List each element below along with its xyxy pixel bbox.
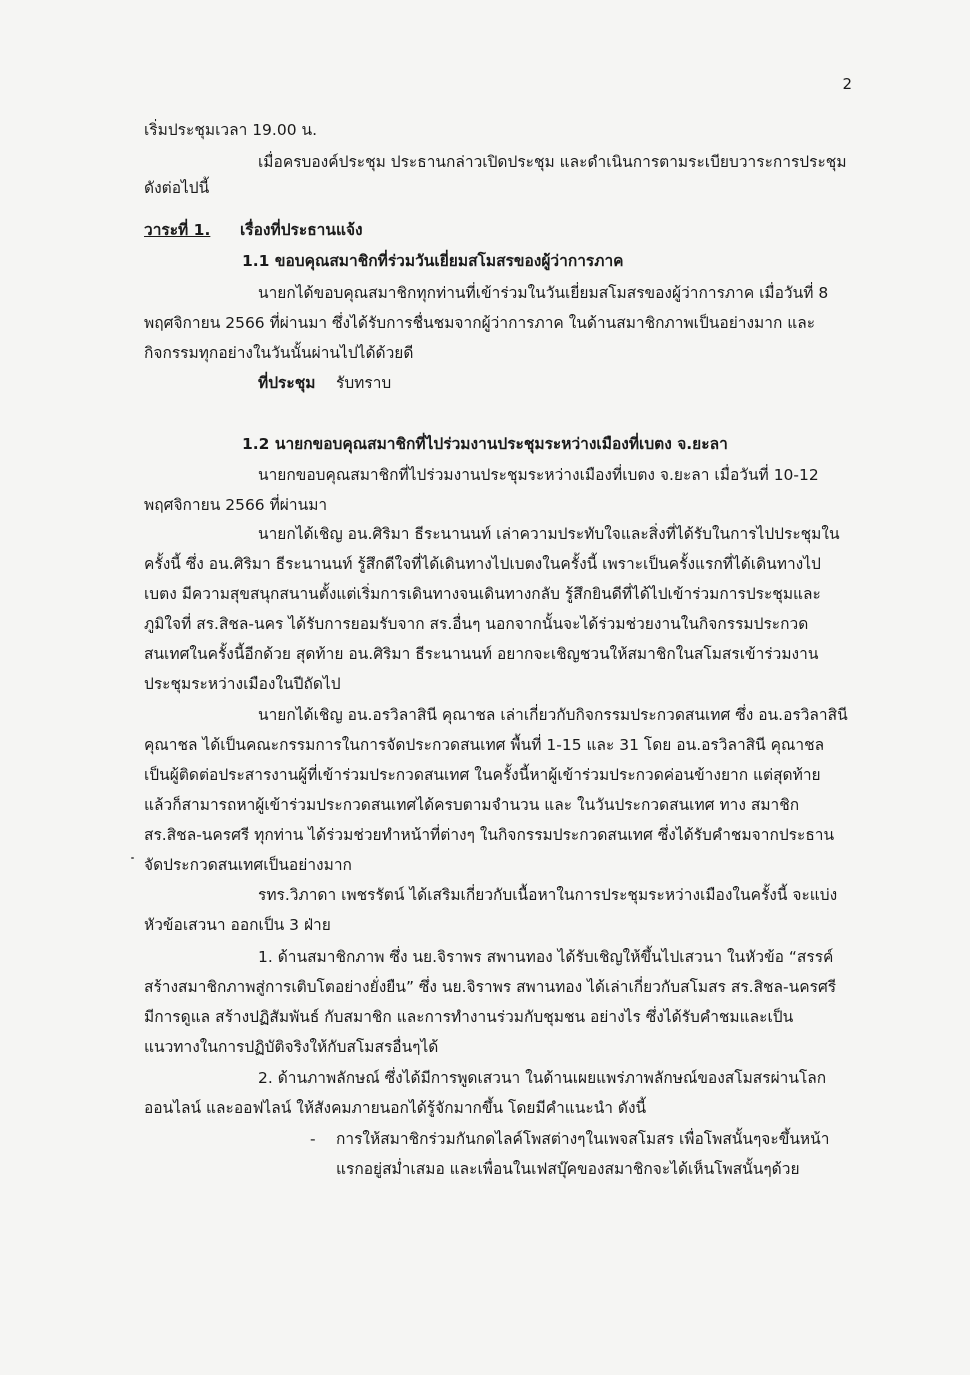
item-1-1-line: กิจกรรมทุกอย่างในวันนั้นผ่านไปได้ด้วยดี xyxy=(144,344,414,362)
para2-line: นายกได้เชิญ อน.ศิริมา ธีระนานนท์ เล่าความประทับใจและสิ่งที่ได้รับในการไปประชุมใน xyxy=(258,525,840,543)
para2-line: ครั้งนี้ ซึ่ง อน.ศิริมา ธีระนานนท์ รู้สึกดีใจที่ได้เดินทางไปเบตงในครั้งนี้ เพราะเป็นครั้งแรกที่ได้เดินทางไป xyxy=(144,555,821,573)
para2-line: ภูมิใจที่ สร.สิชล-นคร ได้รับการยอมรับจาก สร.อื่นๆ นอกจากนั้นจะได้ร่วมช่วยงานในกิจกรรมประกวด xyxy=(144,615,809,633)
opening-line-2: ดังต่อไปนี้ xyxy=(144,179,210,197)
para2-line: ประชุมระหว่างเมืองในปีถัดไป xyxy=(144,675,341,693)
item-1-1-line: นายกได้ขอบคุณสมาชิกทุกท่านที่เข้าร่วมในวันเยี่ยมสโมสรของผู้ว่าการภาค เมื่อวันที่ 8 xyxy=(258,284,829,302)
bullet1-line: แรกอยู่สม่ำเสมอ และเพื่อนในเฟสบุ๊คของสมาชิกจะได้เห็นโพสนั้นๆด้วย xyxy=(336,1160,800,1178)
bullet-marker: - xyxy=(310,1130,316,1148)
para3-line: สร.สิชล-นครศรี ทุกท่าน ได้ร่วมช่วยทำหน้าที่ต่างๆ ในกิจกรรมประกวดสนเทศ ซึ่งได้รับคำชมจากประธาน xyxy=(144,826,835,844)
item-1-1-heading: 1.1 ขอบคุณสมาชิกที่ร่วมวันเยี่ยมสโมสรของผู้ว่าการภาค xyxy=(242,252,624,270)
point1-line: 1. ด้านสมาชิกภาพ ซึ่ง นย.จิราพร สพานทอง ได้รับเชิญให้ขึ้นไปเสวนา ในหัวข้อ “สรรค์ xyxy=(258,948,834,966)
point1-line: แนวทางในการปฏิบัติจริงให้กับสโมสรอื่นๆได้ xyxy=(144,1038,439,1056)
para3-line: เป็นผู้ติดต่อประสารงานผู้ที่เข้าร่วมประกวดสนเทศ ในครั้งนี้หาผู้เข้าร่วมประกวดค่อนข้างยาก แต่สุดท้าย xyxy=(144,766,821,784)
resolution-text: รับทราบ xyxy=(336,374,392,392)
item-1-1-line: พฤศจิกายน 2566 ที่ผ่านมา ซึ่งได้รับการชื่นชมจากผู้ว่าการภาค ในด้านสมาชิกภาพเป็นอย่างมาก และ xyxy=(144,314,816,332)
item-1-2-para1-line: พฤศจิกายน 2566 ที่ผ่านมา xyxy=(144,496,328,514)
meeting-start-line: เริ่มประชุมเวลา 19.00 น. xyxy=(144,121,318,139)
bullet1-line: การให้สมาชิกร่วมกันกดไลค์โพสต่างๆในเพจสโมสร เพื่อโพสนั้นๆจะขึ้นหน้า xyxy=(336,1130,830,1148)
item-1-2-heading: 1.2 นายกขอบคุณสมาชิกที่ไปร่วมงานประชุมระหว่างเมืองที่เบตง จ.ยะลา xyxy=(242,435,728,453)
para4-line: รทร.วิภาดา เพชรรัตน์ ได้เสริมเกี่ยวกับเนื้อหาในการประชุมระหว่างเมืองในครั้งนี้ จะแบ่ง xyxy=(258,886,838,904)
para3-line: คุณาชล ได้เป็นคณะกรรมการในการจัดประกวดสนเทศ พื้นที่ 1-15 และ 31 โดย อน.อรวิลาสินี คุณาชล xyxy=(144,736,825,754)
resolution-label: ที่ประชุม xyxy=(258,374,316,392)
para2-line: เบตง มีความสุขสนุกสนานตั้งแต่เริ่มการเดินทางจนเดินทางกลับ รู้สึกยินดีที่ได้ไปเข้าร่วมการประชุมและ xyxy=(144,585,821,603)
para4-line: หัวข้อเสวนา ออกเป็น 3 ฝ่าย xyxy=(144,916,331,934)
item-1-2-para1-line: นายกขอบคุณสมาชิกที่ไปร่วมงานประชุมระหว่างเมืองที่เบตง จ.ยะลา เมื่อวันที่ 10-12 xyxy=(258,466,819,484)
point2-line: 2. ด้านภาพลักษณ์ ซึ่งได้มีการพูดเสวนา ในด้านเผยแพร่ภาพลักษณ์ของสโมสรผ่านโลก xyxy=(258,1069,827,1087)
para2-line: สนเทศในครั้งนี้อีกด้วย สุดท้าย อน.ศิริมา ธีระนานนท์ อยากจะเชิญชวนให้สมาชิกในสโมสรเข้าร่วมงาน xyxy=(144,645,819,663)
para3-line: จัดประกวดสนเทศเป็นอย่างมาก xyxy=(144,856,352,874)
agenda-1-label: วาระที่ 1. xyxy=(144,221,211,239)
opening-line-1: เมื่อครบองค์ประชุม ประธานกล่าวเปิดประชุม และดำเนินการตามระเบียบวาระการประชุม xyxy=(258,153,847,171)
para3-line: นายกได้เชิญ อน.อรวิลาสินี คุณาชล เล่าเกี่ยวกับกิจกรรมประกวดสนเทศ ซึ่ง อน.อรวิลาสินี xyxy=(258,706,848,724)
scan-speck xyxy=(131,857,134,859)
para3-line: แล้วก็สามารถหาผู้เข้าร่วมประกวดสนเทศได้ครบตามจำนวน และ ในวันประกวดสนเทศ ทาง สมาชิก xyxy=(144,796,800,814)
point1-line: สร้างสมาชิกภาพสู่การเติบโตอย่างยั่งยืน” ซึ่ง นย.จิราพร สพานทอง ได้เล่าเกี่ยวกับสโมสร สร.สิชล-นครศรี xyxy=(144,978,837,996)
point2-line: ออนไลน์ และออฟไลน์ ให้สังคมภายนอกได้รู้จักมากขึ้น โดยมีคำแนะนำ ดังนี้ xyxy=(144,1099,647,1117)
agenda-1-title: เรื่องที่ประธานแจ้ง xyxy=(240,221,363,239)
page-number: 2 xyxy=(842,75,852,93)
point1-line: มีการดูแล สร้างปฏิสัมพันธ์ กับสมาชิก และการทำงานร่วมกับชุมชน อย่างไร ซึ่งได้รับคำชมและเป็น xyxy=(144,1008,794,1026)
